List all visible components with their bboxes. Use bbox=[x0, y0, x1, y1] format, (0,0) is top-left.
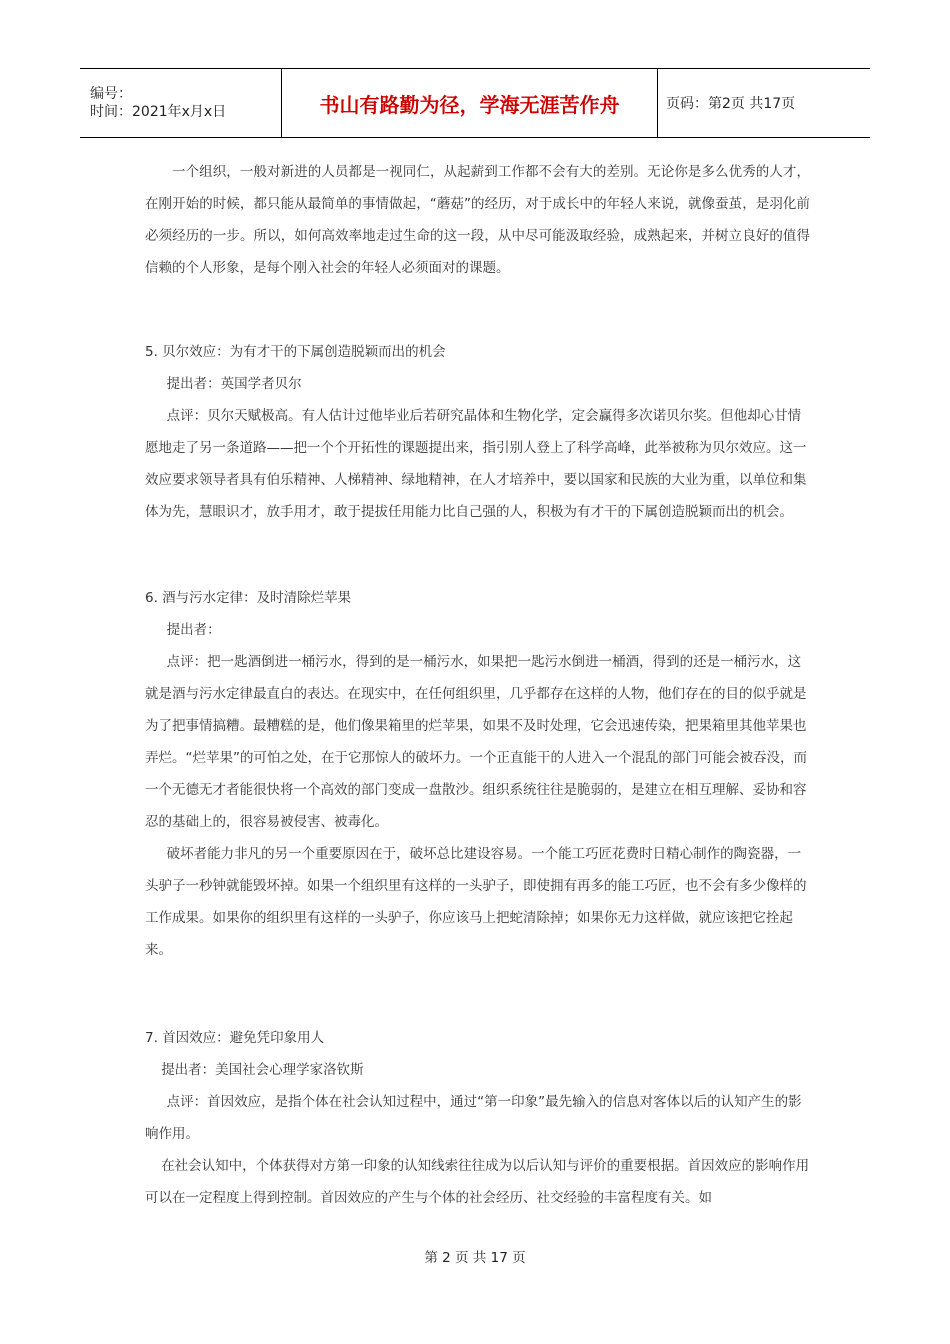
header-motto: 书山有路勤为径，学海无涯苦作舟 bbox=[282, 69, 658, 137]
section-7 bbox=[145, 1022, 810, 1214]
section-6-comment: 点评：把一匙酒倒进一桶污水，得到的是一桶污水，如果把一匙污水倒进一桶酒，得到的还是一桶污水，这就是酒与污水定律最直白的表达。在现实中，在任何组织里，几乎都存在这样的人物，他们存在的目的似乎就是为了把事情搞糟。最糟糕的是，他们像果箱里的烂苹果，如果不及时处理，它会迅速传染，把果箱里其他苹果也弄烂。“烂苹果”的可怕之处，在于它那惊人的破坏力。一个正直能干的人进入一个混乱的部门可能会被吞没，而一个无德无才者能很快将一个高效的部门变成一盘散沙。组织系统往往是脆弱的，是建立在相互理解、妥协和容忍的基础上的，很容易被侵害、被毒化。 bbox=[145, 654, 807, 830]
section-7-comment: 点评：首因效应，是指个体在社会认知过程中，通过“第一印象”最先输入的信息对客体以后的认知产生的影响作用。 bbox=[145, 1094, 802, 1142]
page-footer: 第 2 页 共 17 页 bbox=[424, 1250, 526, 1266]
header-left-cell bbox=[80, 69, 282, 137]
section-6-proposer: 提出者： bbox=[166, 622, 221, 638]
section-7-proposer: 提出者：美国社会心理学家洛钦斯 bbox=[161, 1062, 364, 1078]
section-7-paragraph-2: 在社会认知中，个体获得对方第一印象的认知线索往往成为以后认知与评价的重要根据。首因效应的影响作用可以在一定程度上得到控制。首因效应的产生与个体的社会经历、社交经验的丰富程度有关。如 bbox=[145, 1158, 810, 1206]
section-6-title: 6. 酒与污水定律：及时清除烂苹果 bbox=[145, 590, 352, 606]
intro-paragraph-block bbox=[145, 156, 810, 284]
section-6 bbox=[145, 582, 810, 966]
doc-time-label: 时间：2021年x月x日 bbox=[90, 104, 227, 120]
page-header bbox=[80, 68, 870, 138]
section-7-title: 7. 首因效应：避免凭印象用人 bbox=[145, 1030, 325, 1046]
section-5 bbox=[145, 336, 810, 528]
section-5-proposer: 提出者：英国学者贝尔 bbox=[166, 376, 302, 392]
section-6-paragraph-2: 破坏者能力非凡的另一个重要原因在于，破坏总比建设容易。一个能工巧匠花费时日精心制作的陶瓷器，一头驴子一秒钟就能毁坏掉。如果一个组织里有这样的一头驴子，即使拥有再多的能工巧匠，也不会有多少像样的工作成果。如果你的组织里有这样的一头驴子，你应该马上把蛇清除掉；如果你无力这样做，就应该把它拴起来。 bbox=[145, 846, 807, 958]
doc-number-label: 编号： bbox=[90, 86, 132, 102]
header-page-label: 页码：第2页 共17页 bbox=[666, 96, 796, 112]
intro-paragraph: 一个组织，一般对新进的人员都是一视同仁，从起薪到工作都不会有大的差别。无论你是多么优秀的人才，在刚开始的时候，都只能从最简单的事情做起，“蘑菇”的经历，对于成长中的年轻人来说，就像蚕茧，是羽化前必须经历的一步。所以，如何高效率地走过生命的这一段，从中尽可能汲取经验，成熟起来，并树立良好的值得信赖的个人形象，是每个刚入社会的年轻人必须面对的课题。 bbox=[145, 164, 810, 276]
section-5-title: 5. 贝尔效应：为有才干的下属创造脱颖而出的机会 bbox=[145, 344, 446, 360]
section-5-comment: 点评：贝尔天赋极高。有人估计过他毕业后若研究晶体和生物化学，定会赢得多次诺贝尔奖。但他却心甘情愿地走了另一条道路——把一个个开拓性的课题提出来，指引别人登上了科学高峰，此举被称为贝尔效应。这一效应要求领导者具有伯乐精神、人梯精神、绿地精神，在人才培养中，要以国家和民族的大业为重，以单位和集体为先，慧眼识才，放手用才，敢于提拔任用能力比自己强的人，积极为有才干的下属创造脱颖而出的机会。 bbox=[145, 408, 807, 520]
